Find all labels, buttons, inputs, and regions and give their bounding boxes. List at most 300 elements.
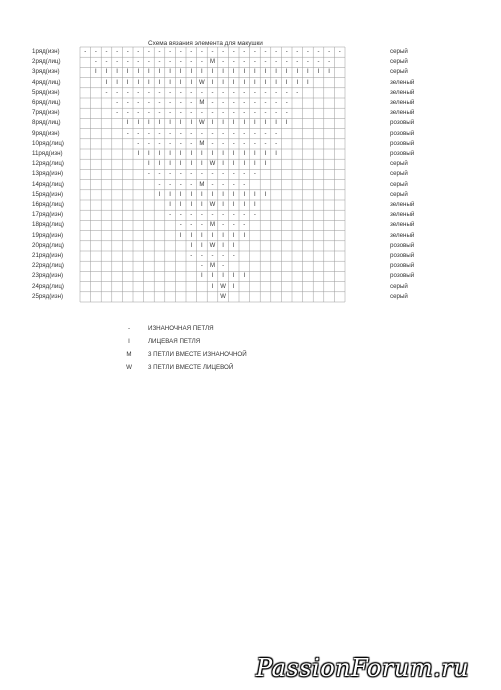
stitch-cell: I	[275, 79, 277, 86]
stitch-cell: I	[190, 191, 193, 198]
row-yarn-color: зеленый	[390, 211, 415, 219]
stitch-cell: -	[94, 59, 97, 66]
stitch-cell: I	[201, 232, 203, 239]
stitch-cell: -	[158, 110, 161, 117]
stitch-cell: -	[169, 212, 172, 219]
legend-symbol: W	[126, 364, 132, 371]
stitch-cell: -	[264, 110, 267, 117]
stitch-cell: I	[275, 151, 277, 157]
stitch-cell: -	[179, 222, 182, 229]
stitch-cell: W	[220, 293, 226, 300]
stitch-cell: I	[169, 191, 171, 198]
stitch-cell: I	[137, 120, 140, 127]
stitch-cell: I	[243, 191, 246, 198]
stitch-cell: I	[232, 273, 235, 280]
stitch-cell: I	[158, 69, 161, 76]
stitch-cell: I	[190, 161, 193, 168]
stitch-cell: -	[296, 89, 299, 96]
stitch-cell: I	[190, 79, 193, 86]
row-label: 14ряд(лиц)	[32, 180, 64, 188]
stitch-cell: -	[190, 212, 193, 219]
stitch-cell: -	[211, 89, 214, 96]
stitch-cell: I	[137, 151, 140, 157]
stitch-cell: -	[179, 49, 182, 55]
stitch-cell: -	[232, 130, 235, 137]
stitch-cell: -	[147, 140, 150, 147]
stitch-cell: -	[243, 89, 246, 96]
stitch-cell: I	[222, 79, 224, 86]
stitch-cell: -	[137, 110, 140, 117]
stitch-cell: I	[137, 79, 140, 86]
stitch-cell: -	[126, 110, 129, 117]
stitch-cell: -	[222, 222, 225, 229]
stitch-cell: -	[169, 171, 172, 178]
stitch-cell: -	[211, 49, 214, 55]
stitch-cell: -	[222, 140, 225, 147]
stitch-cell: I	[190, 69, 193, 76]
row-label: 16ряд(лиц)	[32, 201, 64, 208]
row-label: 10ряд(лиц)	[32, 139, 64, 147]
row-yarn-color: зеленый	[390, 78, 415, 86]
stitch-cell: -	[232, 222, 235, 229]
stitch-cell: -	[222, 253, 225, 259]
stitch-cell: -	[126, 130, 129, 137]
stitch-cell: -	[147, 130, 150, 137]
stitch-cell: -	[243, 100, 246, 106]
stitch-cell: -	[253, 100, 256, 106]
row-yarn-color: серый	[390, 170, 408, 178]
stitch-cell: -	[232, 49, 235, 55]
stitch-cell: I	[116, 69, 118, 76]
stitch-cell: -	[232, 171, 235, 178]
stitch-cell: M	[209, 263, 215, 270]
stitch-cell: -	[306, 49, 309, 55]
stitch-cell: -	[190, 171, 193, 178]
stitch-cell: I	[190, 232, 193, 239]
stitch-cell: I	[254, 161, 256, 168]
stitch-cell: I	[95, 69, 97, 76]
stitch-cell: -	[232, 100, 235, 106]
stitch-cell: I	[275, 120, 277, 127]
stitch-cell: I	[222, 151, 224, 157]
stitch-cell: -	[169, 130, 172, 137]
stitch-cell: I	[169, 79, 171, 86]
stitch-cell: -	[169, 140, 172, 147]
row-yarn-color: розовый	[390, 129, 415, 137]
row-yarn-color: серый	[390, 292, 408, 300]
stitch-cell: -	[147, 100, 150, 106]
row-yarn-color: розовый	[390, 272, 415, 280]
stitch-cell: -	[306, 59, 309, 66]
stitch-cell: -	[126, 100, 129, 106]
stitch-cell: -	[105, 49, 108, 55]
stitch-cell: -	[285, 100, 288, 106]
stitch-cell: I	[179, 202, 182, 208]
row-label: 9ряд(изн)	[32, 129, 60, 137]
stitch-cell: I	[254, 69, 256, 76]
stitch-cell: -	[243, 140, 246, 147]
stitch-cell: I	[169, 69, 171, 76]
stitch-cell: -	[137, 140, 140, 147]
stitch-cell: I	[105, 69, 108, 76]
stitch-cell: -	[296, 59, 299, 66]
legend-text: ЛИЦЕВАЯ ПЕТЛЯ	[148, 338, 201, 345]
stitch-cell: -	[243, 130, 246, 137]
stitch-cell: -	[222, 263, 225, 270]
stitch-cell: -	[285, 110, 288, 117]
stitch-cell: I	[105, 79, 108, 86]
row-label: 1ряд(изн)	[32, 48, 60, 55]
stitch-cell: -	[211, 130, 214, 137]
stitch-cell: -	[328, 49, 331, 55]
stitch-cell: -	[275, 130, 278, 137]
row-yarn-color: розовый	[390, 150, 415, 157]
watermark-logo: PassionForum.ru	[256, 654, 470, 682]
stitch-cell: -	[179, 171, 182, 178]
row-label: 25ряд(изн)	[32, 292, 64, 300]
stitch-cell: W	[199, 79, 205, 86]
row-yarn-color: розовый	[390, 252, 415, 259]
stitch-cell: W	[199, 120, 205, 127]
stitch-cell: -	[285, 49, 288, 55]
stitch-cell: I	[211, 273, 214, 280]
stitch-cell: I	[222, 232, 224, 239]
stitch-cell: -	[158, 49, 161, 55]
stitch-cell: I	[264, 191, 267, 198]
stitch-cell: I	[169, 202, 171, 208]
stitch-cell: -	[232, 181, 235, 188]
stitch-cell: -	[243, 212, 246, 219]
row-yarn-color: серый	[390, 190, 408, 198]
stitch-cell: I	[179, 120, 182, 127]
stitch-cell: I	[190, 242, 193, 249]
stitch-cell: -	[232, 212, 235, 219]
stitch-cell: I	[179, 191, 182, 198]
stitch-cell: I	[201, 151, 203, 157]
stitch-cell: I	[243, 161, 246, 168]
stitch-cell: -	[179, 100, 182, 106]
stitch-cell: -	[116, 100, 119, 106]
stitch-cell: I	[148, 161, 150, 168]
stitch-cell: I	[232, 242, 235, 249]
stitch-cell: I	[158, 191, 161, 198]
row-label: 8ряд(лиц)	[32, 119, 61, 127]
stitch-cell: I	[243, 273, 246, 280]
row-yarn-color: розовый	[390, 119, 415, 127]
stitch-cell: -	[338, 49, 341, 55]
stitch-cell: -	[296, 49, 299, 55]
stitch-cell: -	[232, 253, 235, 259]
stitch-cell: -	[253, 89, 256, 96]
stitch-cell: -	[179, 140, 182, 147]
stitch-cell: -	[158, 130, 161, 137]
stitch-cell: -	[105, 59, 108, 66]
stitch-cell: -	[116, 89, 119, 96]
stitch-cell: -	[116, 59, 119, 66]
stitch-cell: -	[285, 59, 288, 66]
stitch-cell: M	[199, 181, 205, 188]
stitch-cell: I	[211, 79, 214, 86]
row-yarn-color: серый	[390, 180, 408, 188]
stitch-cell: I	[254, 151, 256, 157]
stitch-cell: -	[243, 49, 246, 55]
stitch-cell: -	[169, 181, 172, 188]
stitch-cell: I	[158, 120, 161, 127]
stitch-cell: -	[264, 130, 267, 137]
stitch-cell: -	[179, 110, 182, 117]
stitch-cell: I	[232, 79, 235, 86]
row-yarn-color: зеленый	[390, 231, 415, 239]
row-label: 3ряд(изн)	[32, 68, 60, 76]
legend-text: ИЗНАНОЧНАЯ ПЕТЛЯ	[148, 325, 214, 332]
stitch-cell: -	[222, 130, 225, 137]
row-yarn-color: серый	[390, 160, 408, 168]
stitch-cell: M	[199, 140, 205, 147]
stitch-cell: I	[317, 69, 320, 76]
stitch-cell: -	[211, 110, 214, 117]
stitch-cell: I	[232, 232, 235, 239]
stitch-cell: I	[285, 69, 288, 76]
stitch-cell: -	[158, 100, 161, 106]
stitch-cell: I	[232, 161, 235, 168]
stitch-cell: I	[254, 191, 256, 198]
stitch-cell: -	[190, 59, 193, 66]
stitch-cell: I	[222, 69, 224, 76]
stitch-cell: -	[179, 181, 182, 188]
stitch-cell: I	[243, 79, 246, 86]
stitch-cell: I	[275, 69, 277, 76]
row-label: 12ряд(лиц)	[32, 160, 64, 168]
stitch-cell: -	[275, 89, 278, 96]
stitch-cell: -	[147, 171, 150, 178]
stitch-cell: I	[169, 120, 171, 127]
stitch-cell: -	[190, 181, 193, 188]
stitch-cell: -	[126, 59, 129, 66]
stitch-cell: -	[264, 89, 267, 96]
stitch-cell: I	[211, 283, 214, 290]
row-label: 11ряд(изн)	[32, 150, 63, 157]
stitch-cell: I	[126, 69, 129, 76]
stitch-cell: -	[158, 89, 161, 96]
stitch-cell: I	[222, 242, 224, 249]
stitch-cell: -	[211, 181, 214, 188]
stitch-cell: -	[275, 100, 278, 106]
stitch-cell: I	[222, 120, 224, 127]
stitch-cell: I	[169, 151, 171, 157]
row-label: 24ряд(лиц)	[32, 282, 64, 290]
stitch-cell: -	[179, 130, 182, 137]
stitch-cell: -	[126, 89, 129, 96]
stitch-cell: I	[232, 151, 235, 157]
stitch-cell: I	[148, 151, 150, 157]
stitch-cell: -	[200, 59, 203, 66]
stitch-cell: -	[147, 49, 150, 55]
stitch-cell: I	[190, 151, 193, 157]
stitch-cell: I	[137, 69, 140, 76]
stitch-cell: -	[222, 181, 225, 188]
stitch-cell: -	[222, 59, 225, 66]
row-label: 5ряд(изн)	[32, 88, 60, 96]
stitch-cell: I	[222, 191, 224, 198]
row-label: 17ряд(изн)	[32, 211, 64, 219]
row-label: 20ряд(лиц)	[32, 241, 64, 249]
stitch-cell: I	[264, 69, 267, 76]
stitch-cell: I	[211, 69, 214, 76]
stitch-cell: -	[179, 89, 182, 96]
row-label: 18ряд(лиц)	[32, 221, 64, 229]
stitch-cell: -	[200, 171, 203, 178]
stitch-cell: -	[222, 212, 225, 219]
stitch-cell: -	[253, 110, 256, 117]
stitch-cell: -	[158, 140, 161, 147]
stitch-cell: -	[232, 140, 235, 147]
row-label: 22ряд(лиц)	[32, 262, 64, 270]
stitch-cell: -	[253, 140, 256, 147]
stitch-cell: I	[285, 120, 288, 127]
stitch-cell: -	[116, 110, 119, 117]
stitch-cell: -	[200, 263, 203, 270]
stitch-cell: -	[222, 49, 225, 55]
stitch-cell: -	[222, 100, 225, 106]
stitch-cell: -	[147, 59, 150, 66]
stitch-cell: I	[232, 202, 235, 208]
stitch-cell: -	[243, 222, 246, 229]
stitch-cell: -	[317, 59, 320, 66]
stitch-cell: I	[179, 69, 182, 76]
stitch-cell: -	[200, 212, 203, 219]
stitch-cell: I	[201, 191, 203, 198]
stitch-cell: -	[264, 59, 267, 66]
stitch-cell: -	[190, 253, 193, 259]
stitch-cell: I	[201, 273, 203, 280]
stitch-cell: -	[147, 89, 150, 96]
stitch-cell: -	[137, 130, 140, 137]
stitch-cell: -	[126, 49, 129, 55]
stitch-cell: I	[148, 120, 150, 127]
stitch-cell: I	[328, 69, 330, 76]
stitch-cell: -	[190, 49, 193, 55]
stitch-cell: I	[222, 273, 224, 280]
stitch-cell: I	[201, 202, 203, 208]
stitch-cell: -	[179, 59, 182, 66]
stitch-cell: I	[116, 79, 118, 86]
legend-text: 3 ПЕТЛИ ВМЕСТЕ ИЗНАНОЧНОЙ	[148, 351, 247, 358]
stitch-cell: I	[211, 191, 214, 198]
stitch-cell: W	[209, 161, 216, 168]
row-label: 7ряд(изн)	[32, 109, 60, 117]
row-yarn-color: зеленый	[390, 109, 415, 117]
stitch-cell: I	[243, 69, 246, 76]
stitch-cell: -	[190, 89, 193, 96]
stitch-cell: -	[137, 59, 140, 66]
stitch-cell: -	[243, 171, 246, 178]
stitch-cell: I	[158, 151, 161, 157]
stitch-cell: -	[211, 253, 214, 259]
stitch-cell: -	[211, 212, 214, 219]
stitch-cell: I	[264, 161, 267, 168]
stitch-cell: M	[209, 59, 215, 66]
stitch-cell: -	[169, 100, 172, 106]
stitch-cell: -	[232, 89, 235, 96]
stitch-cell: I	[307, 69, 309, 76]
stitch-cell: I	[296, 69, 299, 76]
stitch-cell: I	[158, 79, 161, 86]
stitch-cell: -	[116, 49, 119, 55]
stitch-cell: -	[264, 140, 267, 147]
legend-symbol: M	[126, 351, 132, 358]
stitch-cell: -	[137, 89, 140, 96]
stitch-cell: I	[190, 120, 193, 127]
stitch-cell: I	[201, 69, 203, 76]
row-yarn-color: зеленый	[390, 201, 415, 208]
stitch-cell: -	[222, 171, 225, 178]
stitch-cell: -	[200, 110, 203, 117]
stitch-cell: W	[209, 242, 216, 249]
row-yarn-color: розовый	[390, 262, 415, 270]
stitch-cell: -	[137, 49, 140, 55]
stitch-cell: W	[220, 283, 226, 290]
stitch-cell: -	[243, 181, 246, 188]
stitch-cell: M	[209, 222, 215, 229]
stitch-cell: I	[264, 120, 267, 127]
stitch-cell: -	[253, 171, 256, 178]
stitch-cell: I	[148, 79, 150, 86]
stitch-cell: I	[243, 232, 246, 239]
stitch-cell: -	[105, 89, 108, 96]
stitch-cell: M	[199, 100, 205, 106]
stitch-cell: -	[200, 253, 203, 259]
stitch-cell: -	[190, 130, 193, 137]
row-yarn-color: серый	[390, 68, 408, 76]
stitch-cell: -	[200, 89, 203, 96]
row-label: 15ряд(изн)	[32, 190, 64, 198]
row-label: 6ряд(лиц)	[32, 99, 61, 106]
stitch-cell: -	[243, 110, 246, 117]
stitch-cell: I	[190, 202, 193, 208]
stitch-cell: -	[169, 59, 172, 66]
row-label: 21ряд(изн)	[32, 252, 64, 259]
stitch-cell: -	[211, 100, 214, 106]
stitch-cell: -	[200, 130, 203, 137]
legend-symbol: I	[128, 338, 130, 345]
stitch-cell: -	[264, 100, 267, 106]
stitch-cell: -	[253, 59, 256, 66]
stitch-cell: -	[211, 171, 214, 178]
stitch-cell: -	[275, 140, 278, 147]
stitch-cell: -	[158, 171, 161, 178]
stitch-cell: I	[201, 161, 203, 168]
stitch-cell: W	[209, 202, 216, 208]
row-yarn-color: серый	[390, 58, 408, 66]
stitch-cell: -	[232, 110, 235, 117]
stitch-cell: -	[169, 49, 172, 55]
row-yarn-color: розовый	[390, 139, 415, 147]
stitch-cell: I	[179, 232, 182, 239]
stitch-cell: -	[317, 49, 320, 55]
stitch-cell: I	[211, 232, 214, 239]
stitch-cell: I	[232, 69, 235, 76]
stitch-cell: -	[253, 49, 256, 55]
stitch-cell: I	[254, 202, 256, 208]
stitch-cell: -	[190, 110, 193, 117]
legend-symbol: -	[127, 325, 131, 332]
stitch-cell: I	[243, 202, 246, 208]
row-yarn-color: серый	[390, 48, 408, 55]
stitch-cell: -	[275, 49, 278, 55]
stitch-cell: I	[264, 79, 267, 86]
stitch-cell: I	[296, 79, 299, 86]
stitch-cell: I	[254, 120, 256, 127]
